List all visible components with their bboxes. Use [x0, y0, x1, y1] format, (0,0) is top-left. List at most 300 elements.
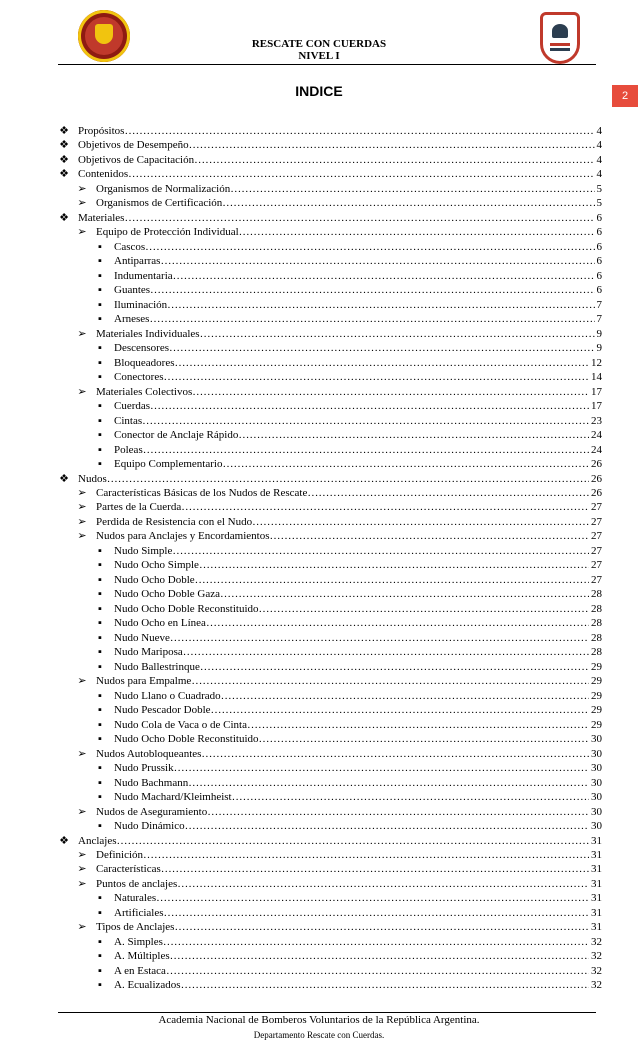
toc-entry-title: Nudo Machard/Kleimheist [114, 791, 232, 804]
toc-bullet-icon: ▪ [98, 284, 102, 297]
toc-dot-leader [174, 761, 589, 775]
toc-page-number: 14 [591, 371, 602, 384]
toc-entry-title: Nudo Ocho Doble [114, 573, 195, 586]
toc-entry[interactable] [98, 283, 602, 297]
toc-page-number: 6 [596, 284, 602, 297]
toc-entry[interactable] [98, 269, 602, 283]
toc-bullet-icon: ▪ [98, 559, 102, 572]
toc-entry-title: Nudo Dinámico [114, 820, 185, 833]
toc-entry-title: Nudo Simple [114, 544, 173, 557]
index-heading: INDICE [295, 83, 343, 99]
toc-bullet-icon: ▪ [98, 964, 102, 977]
toc-page-number: 30 [591, 791, 602, 804]
toc-bullet-icon: ▪ [98, 342, 102, 355]
toc-dot-leader [222, 196, 594, 210]
toc-dot-leader [270, 529, 589, 543]
toc-entry-title: Bloqueadores [114, 356, 175, 369]
toc-bullet-icon: ❖ [59, 139, 69, 152]
toc-dot-leader [128, 167, 594, 181]
toc-bullet-icon: ▪ [98, 776, 102, 789]
toc-bullet-icon: ▪ [98, 443, 102, 456]
toc-entry-title: Propósitos [78, 125, 125, 137]
toc-entry[interactable] [59, 472, 602, 486]
toc-entry-title: Contenidos [78, 168, 129, 181]
toc-entry[interactable] [98, 457, 602, 471]
toc-entry-title: Características Básicas de los Nudos de Rescate [96, 487, 308, 499]
toc-entry[interactable] [98, 660, 602, 674]
toc-entry[interactable] [98, 645, 602, 659]
toc-page-number: 6 [596, 269, 602, 282]
toc-dot-leader [192, 385, 589, 399]
toc-page-number: 28 [591, 646, 602, 659]
toc-dot-leader [161, 862, 589, 876]
header-divider [58, 64, 596, 65]
toc-page-number: 27 [591, 530, 602, 543]
toc-entry-title: Cintas [114, 414, 143, 427]
toc-page-number: 30 [591, 762, 602, 775]
toc-bullet-icon: ▪ [98, 298, 102, 311]
toc-entry-title: Nudo Ocho en Línea [114, 617, 206, 630]
toc-page-number: 31 [591, 906, 602, 919]
toc-bullet-icon: ▪ [98, 458, 102, 471]
toc-entry-title: Organismos de Certificación [96, 197, 223, 210]
toc-page-number: 29 [591, 675, 602, 688]
toc-dot-leader [170, 949, 589, 963]
toc-dot-leader [181, 500, 589, 514]
toc-entry[interactable] [98, 616, 602, 630]
toc-entry-title: Materiales [78, 211, 125, 224]
toc-page-number: 28 [591, 588, 602, 601]
toc-dot-leader [220, 587, 589, 601]
toc-page-number: 26 [591, 472, 602, 485]
toc-entry[interactable] [77, 674, 602, 688]
toc-dot-leader [232, 790, 589, 804]
toc-dot-leader [170, 631, 589, 645]
toc-bullet-icon: ➢ [77, 501, 87, 514]
toc-dot-leader [200, 660, 589, 674]
toc-page-number: 30 [591, 733, 602, 746]
toc-page-number: 9 [596, 342, 602, 355]
toc-page-number: 32 [591, 979, 602, 992]
toc-entry[interactable] [98, 949, 602, 963]
toc-dot-leader [163, 935, 589, 949]
footer-institution: Academia Nacional de Bomberos Voluntarios de la República Argentina. [158, 1014, 480, 1026]
toc-dot-leader [211, 703, 589, 717]
toc-entry-title: Nudo Bachmann [114, 776, 189, 789]
toc-bullet-icon: ➢ [77, 327, 87, 340]
toc-entry-title: Nudo Ballestrinque [114, 660, 200, 673]
toc-page-number: 27 [591, 544, 602, 557]
toc-page-number: 6 [596, 240, 602, 253]
toc-dot-leader [169, 341, 595, 355]
toc-page-number: 24 [591, 443, 602, 456]
toc-bullet-icon: ▪ [98, 935, 102, 948]
toc-page-number: 31 [591, 892, 602, 905]
toc-entry-title: A. Ecualizados [114, 979, 181, 992]
toc-entry[interactable] [98, 761, 602, 775]
toc-bullet-icon: ➢ [77, 515, 87, 528]
toc-dot-leader [230, 182, 594, 196]
toc-bullet-icon: ➢ [77, 530, 87, 543]
toc-entry-title: Nudos para Anclajes y Encordamientos [96, 530, 270, 543]
toc-entry[interactable] [77, 196, 602, 210]
toc-page-number: 30 [591, 820, 602, 833]
toc-page-number: 28 [591, 631, 602, 644]
toc-bullet-icon: ▪ [98, 544, 102, 557]
toc-bullet-icon: ➢ [77, 226, 87, 239]
toc-dot-leader [143, 443, 589, 457]
toc-entry-title: Nudo Ocho Doble Reconstituido [114, 733, 259, 746]
toc-dot-leader [181, 978, 589, 992]
toc-dot-leader [160, 254, 594, 268]
toc-entry[interactable] [77, 848, 602, 862]
toc-dot-leader [185, 819, 589, 833]
toc-page-number: 6 [596, 211, 602, 224]
toc-bullet-icon: ▪ [98, 356, 102, 369]
toc-page-number: 32 [591, 964, 602, 977]
toc-entry-title: Artificiales [114, 906, 164, 919]
toc-page-number: 9 [596, 327, 602, 340]
toc-entry-title: Antiparras [114, 255, 161, 268]
toc-dot-leader [259, 732, 589, 746]
toc-dot-leader [156, 891, 589, 905]
toc-bullet-icon: ▪ [98, 602, 102, 615]
toc-entry[interactable] [98, 602, 602, 616]
toc-page-number: 30 [591, 747, 602, 760]
toc-page-number: 26 [591, 487, 602, 499]
toc-bullet-icon: ❖ [59, 125, 69, 137]
toc-entry[interactable] [98, 240, 602, 254]
toc-bullet-icon: ▪ [98, 820, 102, 833]
toc-page-number: 6 [596, 226, 602, 239]
toc-entry[interactable] [98, 587, 602, 601]
toc-bullet-icon: ➢ [77, 805, 87, 818]
toc-entry[interactable] [59, 167, 602, 181]
toc-entry[interactable] [98, 399, 602, 413]
toc-entry[interactable] [98, 689, 602, 703]
toc-dot-leader [150, 283, 594, 297]
toc-entry[interactable] [77, 385, 602, 399]
toc-bullet-icon: ▪ [98, 791, 102, 804]
toc-entry[interactable] [98, 573, 602, 587]
toc-entry[interactable] [98, 732, 602, 746]
toc-entry-title: Nudo Mariposa [114, 646, 183, 659]
toc-bullet-icon: ❖ [59, 834, 69, 847]
toc-entry[interactable] [98, 819, 602, 833]
toc-bullet-icon: ▪ [98, 313, 102, 326]
toc-entry[interactable] [59, 834, 602, 848]
toc-entry-title: Nudo Ocho Doble Gaza [114, 588, 220, 601]
toc-page-number: 24 [591, 429, 602, 442]
toc-page-number: 30 [591, 776, 602, 789]
toc-bullet-icon: ▪ [98, 950, 102, 963]
toc-page-number: 27 [591, 501, 602, 514]
toc-entry[interactable] [98, 298, 602, 312]
toc-bullet-icon: ▪ [98, 906, 102, 919]
toc-entry[interactable] [98, 341, 602, 355]
toc-entry-title: Nudos Autobloqueantes [96, 747, 202, 760]
toc-dot-leader [183, 645, 589, 659]
toc-page-number: 31 [591, 834, 602, 847]
toc-dot-leader [172, 544, 589, 558]
page-number-tab: 2 [612, 85, 638, 107]
toc-page-number: 28 [591, 617, 602, 630]
page-header [0, 0, 638, 80]
toc-entry[interactable] [98, 443, 602, 457]
toc-bullet-icon: ➢ [77, 197, 87, 210]
toc-bullet-icon: ▪ [98, 371, 102, 384]
toc-entry[interactable] [77, 182, 602, 196]
toc-page-number: 5 [596, 182, 602, 195]
toc-page-number: 23 [591, 414, 602, 427]
toc-entry-title: Objetivos de Desempeño [78, 139, 189, 152]
toc-dot-leader [124, 124, 594, 138]
toc-page-number: 6 [596, 255, 602, 268]
toc-bullet-icon: ▪ [98, 718, 102, 731]
toc-page-number: 27 [591, 573, 602, 586]
toc-entry-title: Nudos para Empalme [96, 675, 192, 688]
toc-page-number: 31 [591, 921, 602, 934]
toc-page-number: 29 [591, 704, 602, 717]
toc-page-number: 27 [591, 515, 602, 528]
toc-entry[interactable] [98, 254, 602, 268]
toc-entry-title: Nudo Prussik [114, 762, 174, 775]
toc-dot-leader [174, 356, 589, 370]
toc-dot-leader [163, 370, 589, 384]
toc-bullet-icon: ❖ [59, 153, 69, 166]
toc-dot-leader [239, 225, 595, 239]
toc-bullet-icon: ▪ [98, 646, 102, 659]
toc-dot-leader [221, 689, 589, 703]
toc-entry-title: Partes de la Cuerda [96, 501, 182, 514]
toc-entry[interactable] [77, 327, 602, 341]
toc-entry[interactable] [98, 356, 602, 370]
toc-dot-leader [222, 457, 589, 471]
toc-entry-title: A. Múltiples [114, 950, 170, 963]
footer-divider [58, 1012, 596, 1013]
toc-entry[interactable] [98, 703, 602, 717]
toc-entry-title: Nudo Pescador Doble [114, 704, 211, 717]
toc-bullet-icon: ➢ [77, 849, 87, 861]
toc-bullet-icon: ▪ [98, 689, 102, 702]
toc-entry[interactable] [98, 370, 602, 384]
toc-page-number: 30 [591, 805, 602, 818]
toc-entry-title: Cascos [114, 240, 146, 253]
toc-entry[interactable] [77, 225, 602, 239]
toc-page-number: 32 [591, 950, 602, 963]
toc-bullet-icon: ▪ [98, 429, 102, 442]
toc-entry[interactable] [98, 790, 602, 804]
toc-page-number: 17 [591, 385, 602, 398]
toc-page-number: 12 [591, 356, 602, 369]
toc-entry-title: Equipo Complementario [114, 458, 223, 471]
toc-entry[interactable] [98, 776, 602, 790]
toc-page-number: 17 [591, 400, 602, 413]
toc-entry[interactable] [98, 312, 602, 326]
toc-entry[interactable] [77, 920, 602, 934]
toc-bullet-icon: ▪ [98, 588, 102, 601]
toc-entry-title: Nudo Nueve [114, 631, 170, 644]
toc-dot-leader [116, 834, 589, 848]
toc-bullet-icon: ➢ [77, 863, 87, 876]
toc-page-number: 27 [591, 559, 602, 572]
toc-bullet-icon: ▪ [98, 704, 102, 717]
toc-bullet-icon: ▪ [98, 660, 102, 673]
toc-entry-title: A. Simples [114, 935, 163, 948]
toc-page-number: 26 [591, 458, 602, 471]
toc-entry[interactable] [98, 428, 602, 442]
toc-bullet-icon: ❖ [59, 211, 69, 224]
toc-page-number: 32 [591, 935, 602, 948]
toc-entry[interactable] [77, 500, 602, 514]
toc-bullet-icon: ▪ [98, 762, 102, 775]
toc-page-number: 29 [591, 660, 602, 673]
toc-entry[interactable] [77, 862, 602, 876]
toc-page-number: 7 [596, 298, 602, 311]
toc-bullet-icon: ▪ [98, 979, 102, 992]
toc-page-number: 29 [591, 689, 602, 702]
toc-entry-title: Iluminación [114, 298, 168, 311]
document-title: RESCATE CON CUERDAS [251, 38, 387, 50]
toc-entry-title: Arneses [114, 313, 150, 326]
toc-entry-title: Nudo Ocho Simple [114, 559, 199, 572]
toc-dot-leader [206, 616, 589, 630]
toc-entry-title: Equipo de Protección Individual [96, 226, 239, 239]
toc-dot-leader [259, 602, 589, 616]
toc-entry[interactable] [98, 935, 602, 949]
toc-bullet-icon: ▪ [98, 240, 102, 253]
toc-bullet-icon: ▪ [98, 631, 102, 644]
toc-entry-title: Indumentaria [114, 269, 173, 282]
toc-dot-leader [174, 920, 589, 934]
toc-entry[interactable] [77, 877, 602, 891]
toc-dot-leader [145, 240, 594, 254]
toc-entry[interactable] [98, 891, 602, 905]
toc-dot-leader [199, 558, 589, 572]
toc-dot-leader [200, 327, 595, 341]
toc-entry-title: Objetivos de Capacitación [78, 153, 195, 166]
toc-bullet-icon: ▪ [98, 617, 102, 630]
toc-entry-title: Conectores [114, 371, 164, 384]
toc-page-number: 31 [591, 863, 602, 876]
toc-page-number: 4 [596, 125, 602, 137]
toc-bullet-icon: ➢ [77, 747, 87, 760]
toc-entry-title: Organismos de Normalización [96, 182, 231, 195]
toc-bullet-icon: ▪ [98, 414, 102, 427]
toc-entry-title: Definición [96, 849, 144, 861]
toc-bullet-icon: ➢ [77, 487, 87, 499]
toc-dot-leader [173, 269, 595, 283]
toc-dot-leader [252, 515, 589, 529]
toc-entry[interactable] [59, 153, 602, 167]
toc-entry[interactable] [77, 747, 602, 761]
toc-bullet-icon: ➢ [77, 877, 87, 890]
toc-dot-leader [194, 153, 594, 167]
toc-bullet-icon: ❖ [59, 168, 69, 181]
toc-entry-title: Conector de Anclaje Rápido [114, 429, 239, 442]
toc-entry-title: Poleas [114, 443, 143, 456]
toc-dot-leader [177, 877, 589, 891]
toc-entry[interactable] [77, 805, 602, 819]
toc-entry[interactable] [59, 124, 602, 138]
toc-bullet-icon: ➢ [77, 921, 87, 934]
toc-entry[interactable] [77, 515, 602, 529]
toc-dot-leader [207, 805, 589, 819]
toc-entry[interactable] [98, 964, 602, 978]
toc-entry-title: Descensores [114, 342, 169, 355]
toc-page-number: 5 [596, 197, 602, 210]
toc-entry-title: Cuerdas [114, 400, 151, 413]
document-level: NIVEL I [298, 50, 340, 62]
toc-bullet-icon: ➢ [77, 385, 87, 398]
toc-dot-leader [167, 298, 594, 312]
toc-bullet-icon: ▪ [98, 733, 102, 746]
toc-entry-title: A en Estaca [114, 964, 166, 977]
toc-bullet-icon: ▪ [98, 255, 102, 268]
toc-bullet-icon: ➢ [77, 182, 87, 195]
toc-page-number: 4 [596, 153, 602, 166]
toc-page-number: 31 [591, 849, 602, 861]
toc-entry[interactable] [77, 486, 602, 500]
toc-entry-title: Nudos de Aseguramiento [96, 805, 208, 818]
toc-bullet-icon: ▪ [98, 400, 102, 413]
toc-entry-title: Perdida de Resistencia con el Nudo [96, 515, 253, 528]
toc-entry-title: Nudo Llano o Cuadrado [114, 689, 221, 702]
toc-entry-title: Naturales [114, 892, 157, 905]
toc-bullet-icon: ▪ [98, 892, 102, 905]
toc-entry[interactable] [98, 414, 602, 428]
toc-entry[interactable] [59, 138, 602, 152]
toc-entry[interactable] [59, 211, 602, 225]
toc-bullet-icon: ▪ [98, 573, 102, 586]
toc-page-number: 31 [591, 877, 602, 890]
toc-entry[interactable] [98, 718, 602, 732]
toc-entry[interactable] [98, 978, 602, 992]
toc-dot-leader [163, 906, 589, 920]
toc-dot-leader [195, 573, 589, 587]
toc-dot-leader [247, 718, 589, 732]
toc-entry[interactable] [77, 529, 602, 543]
toc-dot-leader [143, 848, 589, 862]
toc-dot-leader [142, 414, 589, 428]
toc-entry-title: Tipos de Anclajes [96, 921, 175, 934]
toc-entry-title: Materiales Colectivos [96, 385, 193, 398]
toc-dot-leader [189, 138, 595, 152]
toc-entry[interactable] [98, 906, 602, 920]
toc-page-number: 29 [591, 718, 602, 731]
toc-page-number: 28 [591, 602, 602, 615]
toc-page-number: 4 [596, 139, 602, 152]
toc-entry-title: Características [96, 863, 161, 876]
toc-entry-title: Nudo Cola de Vaca o de Cinta [114, 718, 247, 731]
toc-dot-leader [150, 399, 589, 413]
toc-entry[interactable] [98, 544, 602, 558]
toc-dot-leader [191, 674, 589, 688]
toc-entry[interactable] [98, 631, 602, 645]
toc-entry[interactable] [98, 558, 602, 572]
toc-entry-title: Nudo Ocho Doble Reconstituido [114, 602, 259, 615]
toc-dot-leader [188, 776, 589, 790]
toc-entry-title: Anclajes [78, 834, 117, 847]
toc-entry-title: Materiales Individuales [96, 327, 200, 340]
toc-page-number: 7 [596, 313, 602, 326]
toc-dot-leader [166, 964, 589, 978]
toc-bullet-icon: ➢ [77, 675, 87, 688]
toc-bullet-icon: ❖ [59, 472, 69, 485]
toc-dot-leader [238, 428, 589, 442]
toc-dot-leader [149, 312, 594, 326]
toc-page-number: 4 [596, 168, 602, 181]
